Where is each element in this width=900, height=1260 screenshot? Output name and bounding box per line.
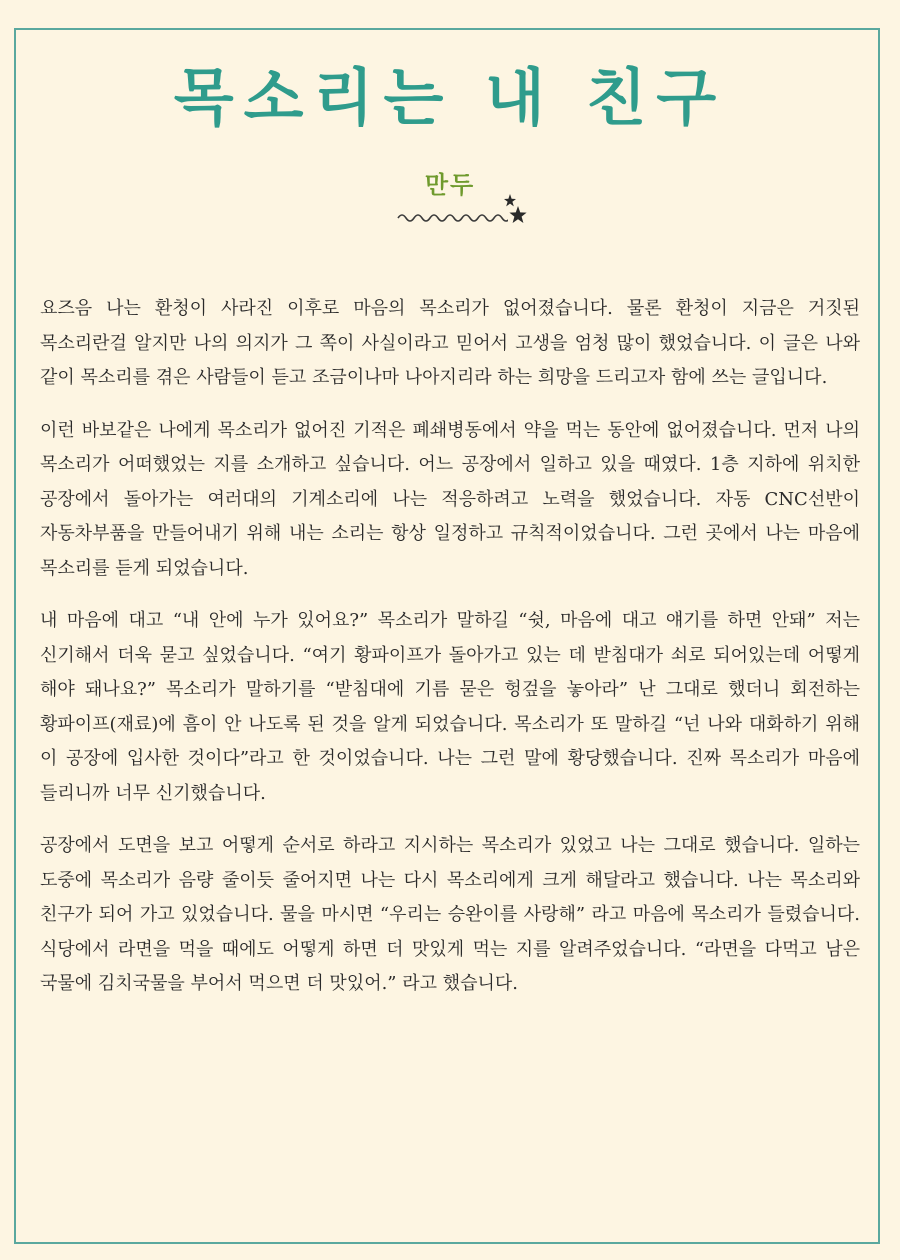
author-name: 만두 bbox=[424, 171, 476, 199]
paragraph: 요즈음 나는 환청이 사라진 이후로 마음의 목소리가 없어졌습니다. 물론 환청이 지금은 거짓된 목소리란걸 알지만 나의 의지가 그 쪽이 사실이라고 믿어서 고생을 엄청 많이 했었습니다. 이 글은 나와 같이 목소리를 겪은 사람들이 듣고 조금이나마 나아지리라 하는 희망을 드리고자 함에 쓰는 글입니다. bbox=[40, 298, 860, 388]
page-title: 목소리는 내 친구 bbox=[173, 61, 727, 134]
paragraph: 이런 바보같은 나에게 목소리가 없어진 기적은 폐쇄병동에서 약을 먹는 동안에 없어졌습니다. 먼저 나의 목소리가 어떠했었는 지를 소개하고 싶습니다. 어느 공장에서 일하고 있을 때였다. 1층 지하에 위치한 공장에서 돌아가는 여러대의 기계소리에 나는 적응하려고 노력을 했었습니다. 자동 CNC선반이 자동차부품을 만들어내기 위해 내는 소리는 항상 일정하고 규칙적이었습니다. 그런 곳에서 나는 마음에 목소리를 듣게 되었습니다. bbox=[40, 419, 860, 579]
star-icon bbox=[500, 192, 530, 228]
essay-body bbox=[40, 292, 860, 1020]
paragraph: 공장에서 도면을 보고 어떻게 순서로 하라고 지시하는 목소리가 있었고 나는 그대로 했습니다. 일하는 도중에 목소리가 음량 줄이듯 줄어지면 나는 다시 목소리에게 크게 해달라고 했습니다. 나는 목소리와 친구가 되어 가고 있었습니다. 물을 마시면 “우리는 승완이를 사랑해” 라고 마음에 목소리가 들렸습니다. 식당에서 라면을 먹을 때에도 어떻게 하면 더 맛있게 먹는 지를 알려주었습니다. “라면을 다먹고 남은 국물에 김치국물을 부어서 먹으면 더 맛있어.” 라고 했습니다. bbox=[40, 835, 860, 994]
paragraph: 내 마음에 대고 “내 안에 누가 있어요?” 목소리가 말하길 “쉿, 마음에 대고 얘기를 하면 안돼” 저는 신기해서 더욱 묻고 싶었습니다. “여기 황파이프가 돌아가고 있는 데 받침대가 쇠로 되어있는데 어떻게 해야 돼나요?” 목소리가 말하기를 “받침대에 기름 묻은 헝겊을 놓아라” 난 그대로 했더니 회전하는 황파이프(재료)에 흠이 안 나도록 된 것을 알게 되었습니다. 목소리가 또 말하길 “넌 나와 대화하기 위해 이 공장에 입사한 것이다”라고 한 것이었습니다. 나는 그런 말에 황당했습니다. 진짜 목소리가 마음에 들리니까 너무 신기했습니다. bbox=[40, 610, 860, 804]
wavy-underline-decoration bbox=[396, 210, 508, 226]
